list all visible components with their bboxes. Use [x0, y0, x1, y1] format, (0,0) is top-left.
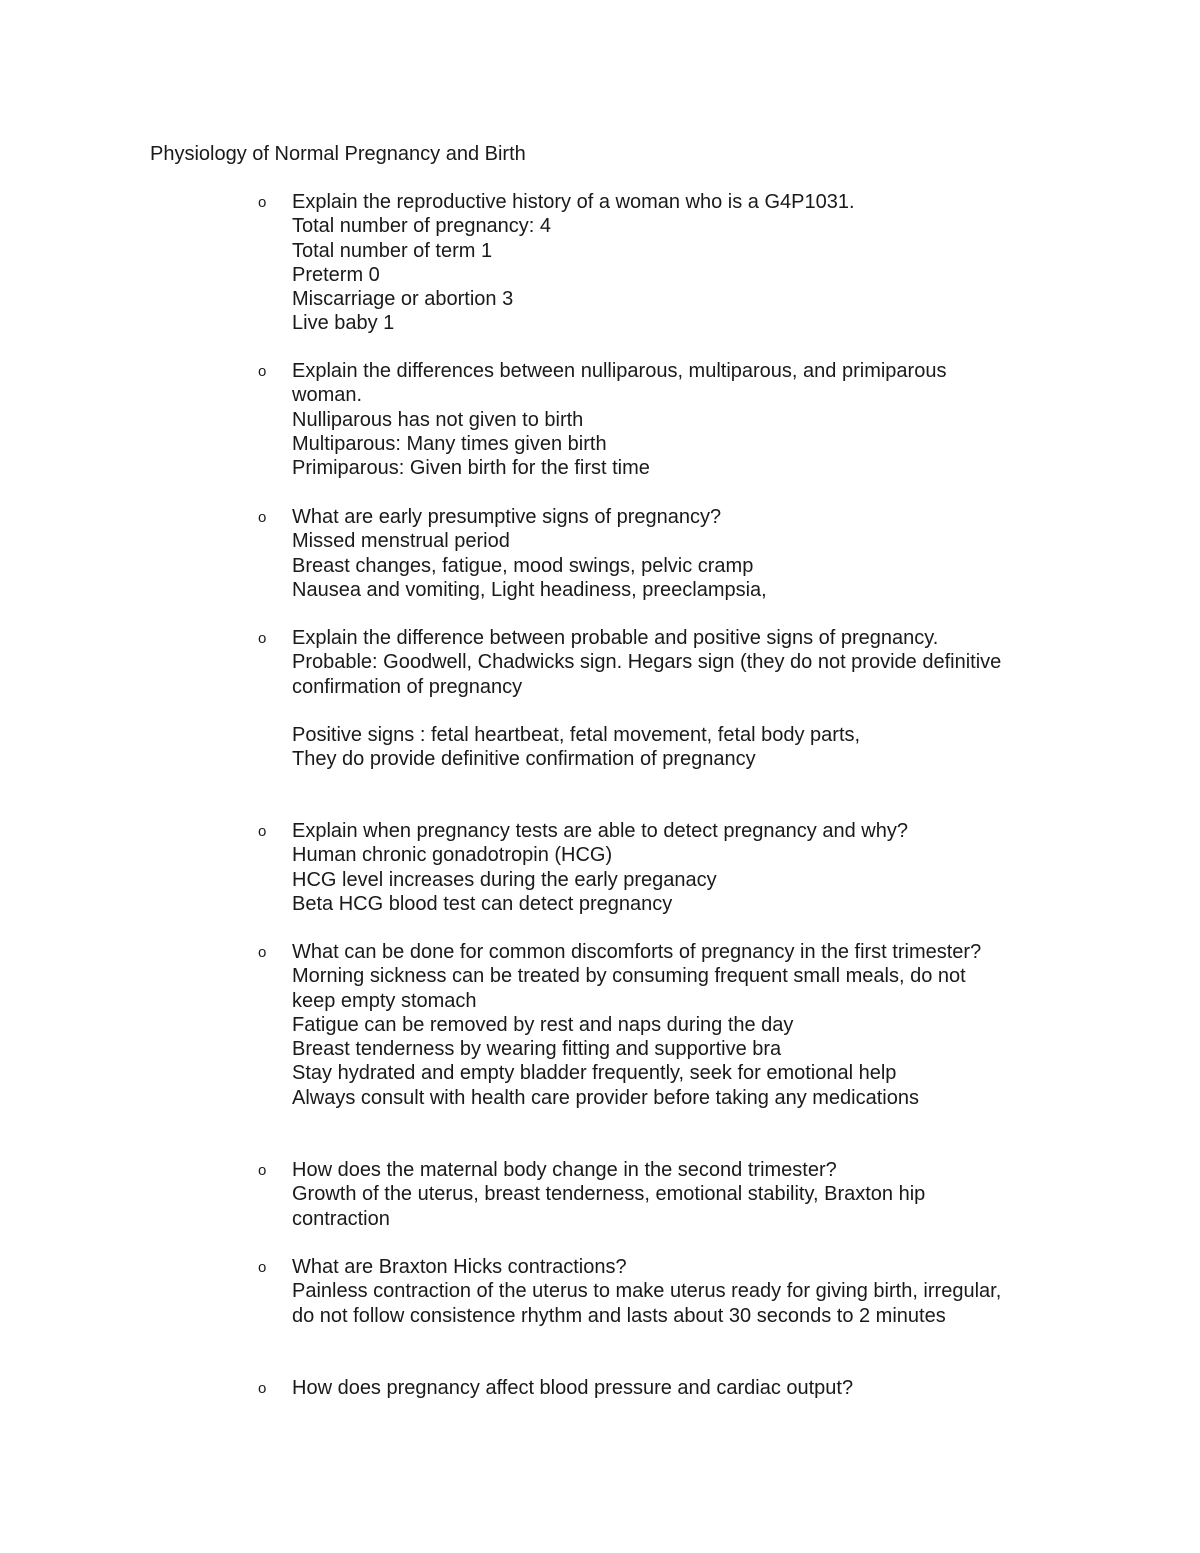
- answer-line: Painless contraction of the uterus to make uterus ready for giving birth, irregular,: [292, 1280, 1002, 1303]
- answer-line: do not follow consistence rhythm and lasts about 30 seconds to 2 minutes: [292, 1304, 946, 1327]
- answer-line: confirmation of pregnancy: [292, 675, 523, 698]
- answer-line: They do provide definitive confirmation of pregnancy: [292, 748, 756, 771]
- answer-line: Breast changes, fatigue, mood swings, pelvic cramp: [292, 554, 754, 577]
- question-text-continued: woman.: [292, 384, 363, 407]
- bullet-marker: o: [258, 823, 267, 840]
- answer-line: Growth of the uterus, breast tenderness, emotional stability, Braxton hip: [292, 1183, 926, 1206]
- question-text: What can be done for common discomforts of pregnancy in the first trimester?: [292, 941, 982, 963]
- answer-line: Multiparous: Many times given birth: [292, 432, 607, 455]
- bullet-marker: o: [258, 1162, 267, 1179]
- answer-line: Total number of pregnancy: 4: [292, 215, 552, 238]
- bullet-marker: o: [258, 363, 267, 380]
- question-text: How does the maternal body change in the second trimester?: [292, 1159, 837, 1181]
- question-text: What are early presumptive signs of pregnancy?: [292, 506, 722, 528]
- answer-line: Fatigue can be removed by rest and naps during the day: [292, 1013, 794, 1036]
- question-text: What are Braxton Hicks contractions?: [292, 1256, 627, 1278]
- answer-line: Live baby 1: [292, 312, 395, 335]
- question-text: How does pregnancy affect blood pressure and cardiac output?: [292, 1377, 854, 1399]
- question-text: Explain the reproductive history of a woman who is a G4P1031.: [292, 191, 855, 213]
- answer-line: Always consult with health care provider before taking any medications: [292, 1086, 919, 1109]
- answer-line: Breast tenderness by wearing fitting and supportive bra: [292, 1038, 782, 1061]
- answer-line: Human chronic gonadotropin (HCG): [292, 844, 613, 867]
- answer-line: Positive signs : fetal heartbeat, fetal movement, fetal body parts,: [292, 724, 861, 747]
- bullet-marker: o: [258, 944, 267, 961]
- answer-line: Nausea and vomiting, Light headiness, preeclampsia,: [292, 578, 767, 601]
- bullet-marker: o: [258, 194, 267, 211]
- bullet-marker: o: [258, 509, 267, 526]
- answer-line: contraction: [292, 1207, 390, 1230]
- answer-line: Morning sickness can be treated by consuming frequent small meals, do not: [292, 965, 966, 988]
- answer-line: Stay hydrated and empty bladder frequently, seek for emotional help: [292, 1062, 897, 1085]
- answer-line: Total number of term 1: [292, 239, 493, 262]
- question-text: Explain the differences between nulliparous, multiparous, and primiparous: [292, 360, 947, 382]
- question-text: Explain the difference between probable and positive signs of pregnancy.: [292, 627, 939, 649]
- bullet-marker: o: [258, 1380, 267, 1397]
- answer-line: Beta HCG blood test can detect pregnancy: [292, 892, 673, 915]
- answer-line: Nulliparous has not given to birth: [292, 408, 584, 431]
- question-text: Explain when pregnancy tests are able to detect pregnancy and why?: [292, 820, 908, 842]
- answer-line: Missed menstrual period: [292, 530, 510, 553]
- answer-line: Preterm 0: [292, 263, 380, 286]
- bullet-marker: o: [258, 630, 267, 647]
- answer-line: HCG level increases during the early preganacy: [292, 868, 717, 891]
- answer-line: Probable: Goodwell, Chadwicks sign. Hegars sign (they do not provide definitive: [292, 651, 1002, 674]
- answer-line: Miscarriage or abortion 3: [292, 288, 514, 311]
- answer-line: keep empty stomach: [292, 989, 477, 1012]
- answer-line: Primiparous: Given birth for the first time: [292, 457, 650, 480]
- blank-line: [292, 699, 1092, 723]
- page-title: Physiology of Normal Pregnancy and Birth: [150, 143, 526, 165]
- bullet-marker: o: [258, 1259, 267, 1276]
